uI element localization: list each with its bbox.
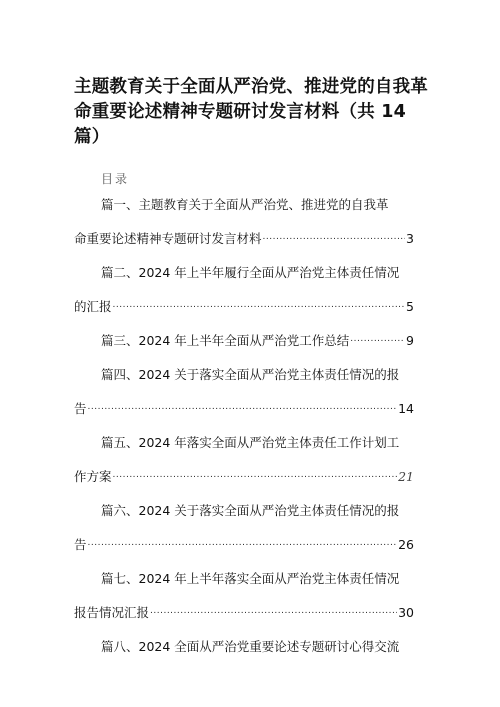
toc-leader-dots: [263, 230, 406, 248]
toc-page-number: 14: [398, 401, 414, 416]
title-line: 主题教育关于全面从严治党、推进党的自我革: [74, 77, 428, 97]
toc-page-number: 21: [398, 469, 414, 484]
toc-page-number: 30: [398, 605, 414, 620]
toc-entry-title: 篇三、2024 年上半年全面从严治党工作总结: [101, 333, 350, 348]
toc-entry-title: 篇四、2024 关于落实全面从严治党主体责任情况的报: [101, 367, 400, 382]
toc-entry[interactable]: [74, 332, 414, 366]
toc-entry-continuation: [74, 536, 414, 554]
toc-entry[interactable]: [74, 366, 414, 434]
toc-entry-continuation: [74, 298, 414, 316]
toc-page-number: 26: [398, 537, 414, 552]
toc-entry[interactable]: [74, 434, 414, 502]
toc-entry-continuation: [74, 400, 414, 418]
toc-entry[interactable]: [74, 570, 414, 638]
toc-page-number: 5: [406, 299, 414, 314]
title-line: 篇）: [74, 127, 110, 147]
toc-entry[interactable]: [74, 196, 414, 264]
toc-entry-title: 篇七、2024 年上半年落实全面从严治党主体责任情况: [101, 571, 400, 586]
toc-entry[interactable]: [74, 638, 414, 672]
title-line: 命重要论述精神专题研讨发言材料（共 14: [74, 102, 406, 122]
toc-entry-title: 篇八、2024 全面从严治党重要论述专题研讨心得交流: [101, 639, 400, 654]
toc-leader-dots: [88, 400, 398, 418]
toc-heading: 目录: [101, 172, 130, 186]
toc-entry-title-end: 命重要论述精神专题研讨发言材料: [74, 231, 262, 246]
toc-entry-title: 篇六、2024 关于落实全面从严治党主体责任情况的报: [101, 503, 400, 518]
toc-leader-dots: [113, 468, 398, 486]
toc-entry-title: 篇五、2024 年落实全面从严治党主体责任工作计划工: [101, 435, 400, 450]
toc-entry[interactable]: [74, 502, 414, 570]
toc-entry-line: [101, 332, 414, 350]
toc-page-number: 3: [406, 231, 414, 246]
toc-leader-dots: [150, 604, 397, 622]
toc-entry-title-end: 作方案: [74, 469, 112, 484]
table-of-contents: [74, 196, 414, 672]
toc-entry-title-end: 的汇报: [74, 299, 112, 314]
toc-entry-title-end: 报告情况汇报: [74, 605, 150, 620]
toc-leader-dots: [88, 536, 398, 554]
toc-entry-continuation: [74, 230, 414, 248]
toc-entry-title-end: 告: [74, 401, 87, 416]
toc-entry[interactable]: [74, 264, 414, 332]
document-title: [74, 75, 430, 150]
toc-entry-continuation: [74, 604, 414, 622]
toc-page-number: 9: [406, 333, 414, 348]
toc-leader-dots: [113, 298, 406, 316]
toc-entry-title-end: 告: [74, 537, 87, 552]
toc-entry-continuation: [74, 468, 414, 486]
toc-leader-dots: [350, 332, 405, 350]
toc-entry-title: 篇二、2024 年上半年履行全面从严治党主体责任情况: [101, 265, 400, 280]
toc-entry-title: 篇一、主题教育关于全面从严治党、推进党的自我革: [101, 197, 389, 212]
